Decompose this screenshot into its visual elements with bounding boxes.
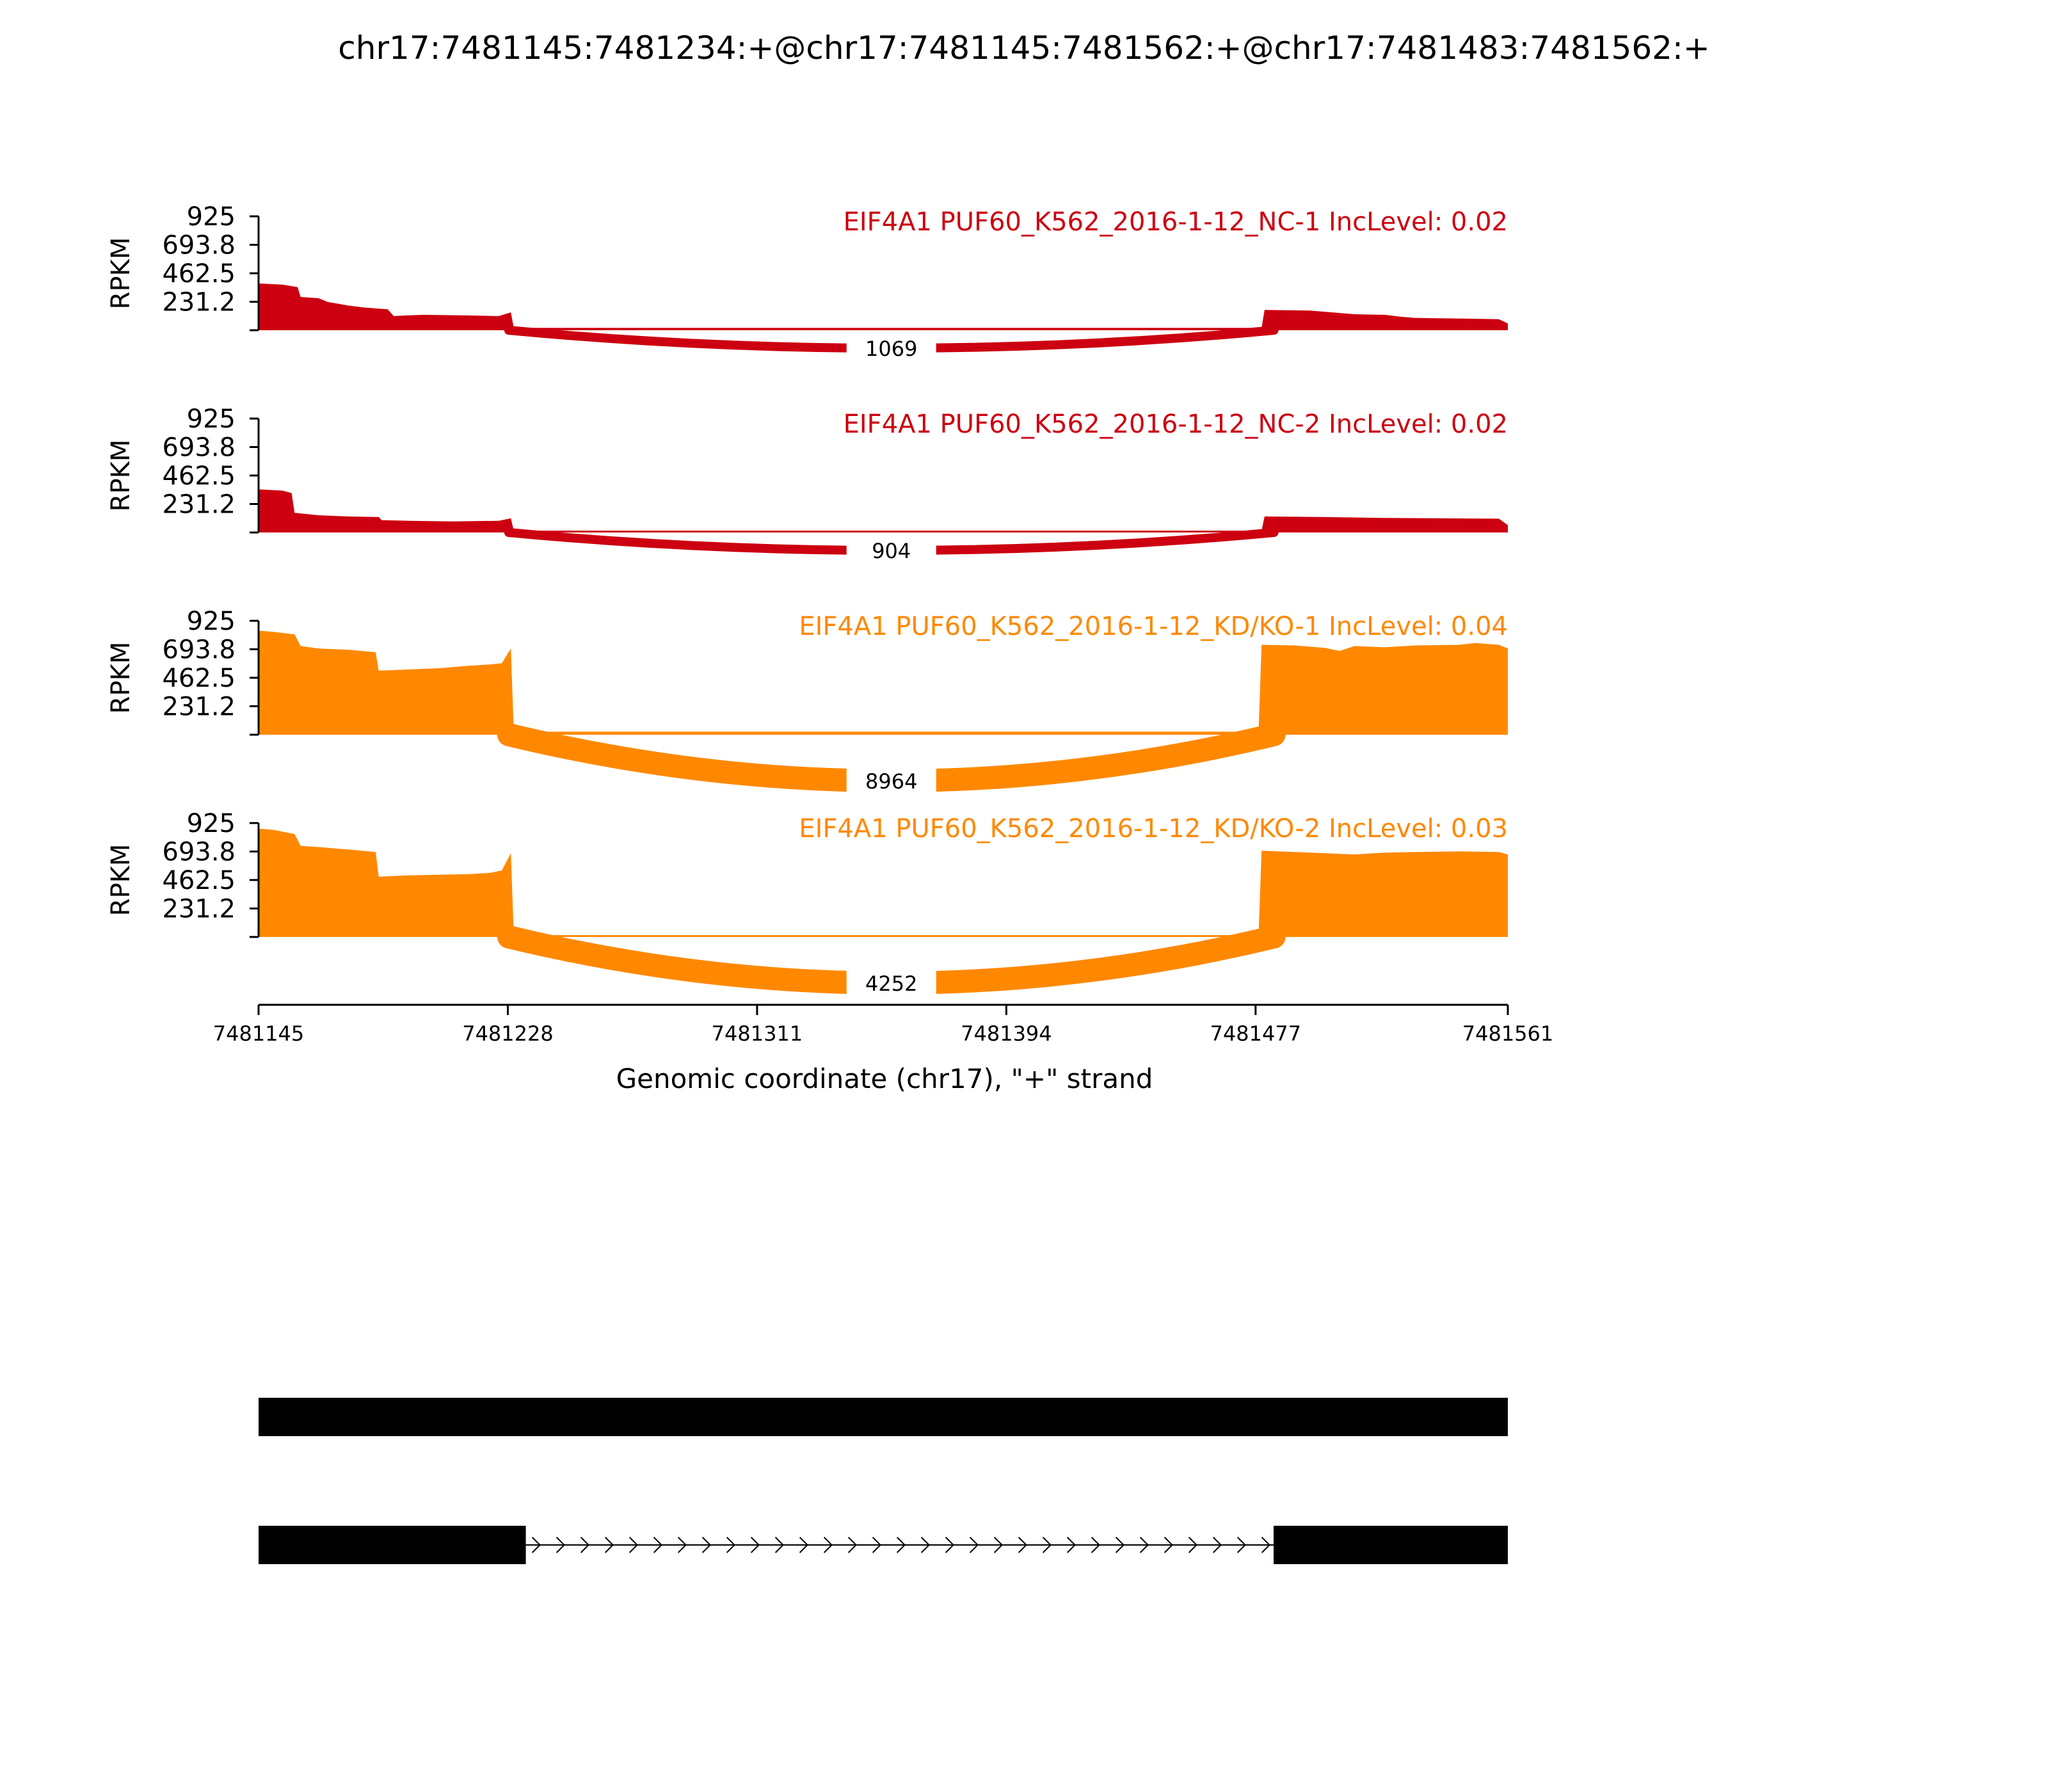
- y-tick-label: 462.5: [162, 461, 236, 491]
- y-axis-label: RPKM: [106, 641, 136, 714]
- x-tick-label: 7481561: [1462, 1021, 1554, 1046]
- y-tick-label: 693.8: [162, 230, 236, 260]
- y-axis-label: RPKM: [106, 237, 136, 310]
- exon-block: [259, 1526, 526, 1564]
- y-tick-label: 693.8: [162, 433, 236, 463]
- y-axis-label: RPKM: [106, 844, 136, 916]
- x-tick-label: 7481228: [462, 1021, 554, 1046]
- track-4: [106, 809, 1508, 997]
- y-tick-label: 925: [186, 607, 236, 636]
- y-tick-label: 231.2: [162, 490, 236, 520]
- x-tick-label: 7481311: [711, 1021, 803, 1046]
- y-tick-label: 231.2: [162, 692, 236, 722]
- y-tick-label: 231.2: [162, 287, 236, 317]
- y-axis-label: RPKM: [106, 439, 136, 512]
- y-tick-label: 925: [186, 202, 236, 232]
- exon-block: [1274, 1526, 1508, 1564]
- y-tick-label: 693.8: [162, 635, 236, 665]
- x-axis: [213, 1005, 1554, 1046]
- y-tick-label: 231.2: [162, 894, 236, 924]
- chart-title: chr17:7481145:7481234:+@chr17:7481145:7481562:+@chr17:7481483:7481562:+: [338, 29, 1710, 67]
- isoform-2: [259, 1526, 1508, 1564]
- exon-block: [259, 1398, 1508, 1436]
- junction-count: 8964: [865, 769, 918, 794]
- track-3: [106, 607, 1508, 795]
- y-tick-label: 462.5: [162, 664, 236, 693]
- y-axis: [106, 607, 259, 735]
- y-tick-label: 462.5: [162, 259, 236, 289]
- junction-count: 4252: [865, 972, 918, 996]
- y-tick-label: 462.5: [162, 866, 236, 895]
- isoform-1: [259, 1398, 1508, 1436]
- coverage-area: [259, 284, 1508, 330]
- junction-count: 1069: [865, 337, 918, 361]
- track-label: EIF4A1 PUF60_K562_2016-1-12_NC-1 IncLevel: 0.02: [843, 207, 1508, 237]
- x-tick-label: 7481145: [212, 1021, 305, 1046]
- y-tick-label: 693.8: [162, 837, 236, 867]
- gene-structure: [259, 1398, 1508, 1564]
- track-1: [106, 202, 1508, 362]
- y-axis: [106, 404, 259, 532]
- track-label: EIF4A1 PUF60_K562_2016-1-12_KD/KO-2 IncLevel: 0.03: [799, 814, 1508, 844]
- x-tick-label: 7481477: [1210, 1021, 1302, 1046]
- track-label: EIF4A1 PUF60_K562_2016-1-12_NC-2 IncLevel: 0.02: [843, 410, 1508, 439]
- track-label: EIF4A1 PUF60_K562_2016-1-12_KD/KO-1 IncLevel: 0.04: [799, 612, 1508, 641]
- coverage-area: [259, 630, 1508, 735]
- coverage-area: [259, 829, 1508, 937]
- junction-count: 904: [872, 539, 911, 563]
- y-axis: [106, 809, 259, 937]
- coverage-tracks: [106, 202, 1508, 997]
- y-axis: [106, 202, 259, 330]
- x-tick-label: 7481394: [961, 1021, 1052, 1046]
- coverage-area: [259, 490, 1508, 532]
- y-tick-label: 925: [186, 809, 236, 838]
- track-2: [106, 404, 1508, 564]
- x-axis-label: Genomic coordinate (chr17), "+" strand: [616, 1063, 1153, 1094]
- y-tick-label: 925: [186, 404, 236, 434]
